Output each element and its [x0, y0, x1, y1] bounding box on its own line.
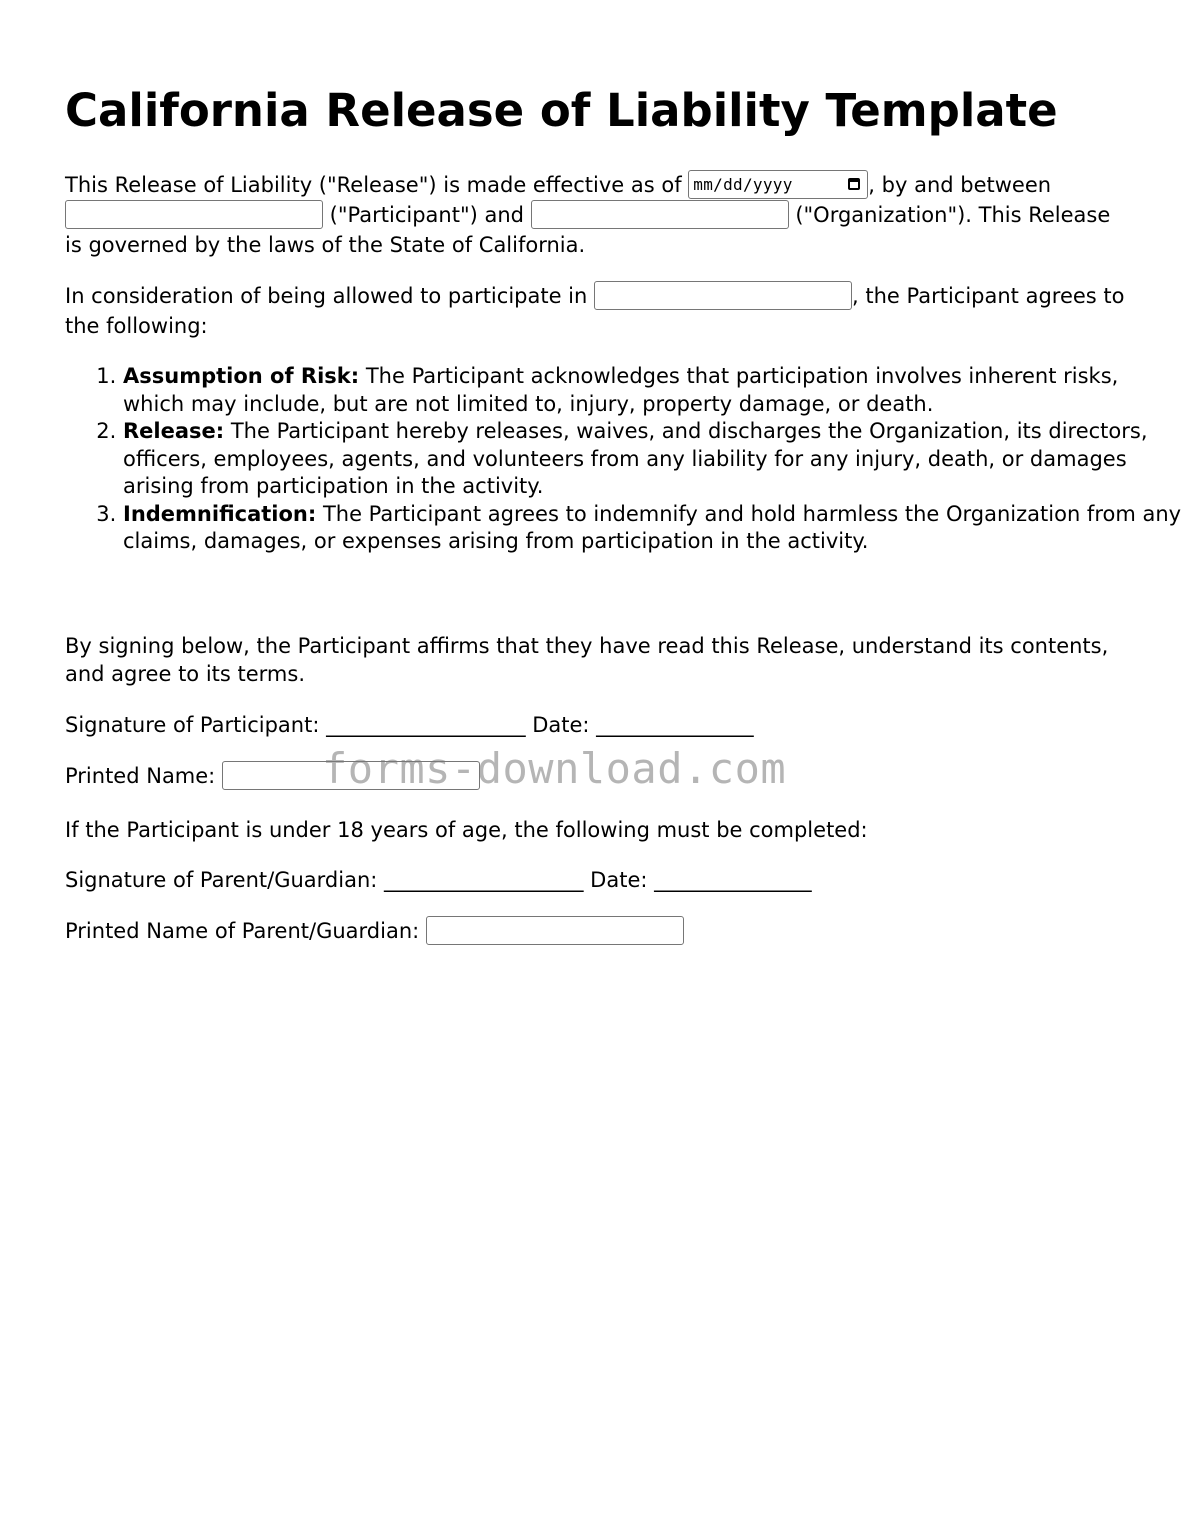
minor-notice: If the Participant is under 18 years of age, the following must be completed: — [65, 818, 868, 842]
intro-text-2: , by and between — [868, 173, 1052, 197]
intro-paragraph — [65, 170, 1125, 260]
term-text: The Participant hereby releases, waives, and discharges the Organization, its directors, officers, employees, agents, and volunteers from any liability for any injury, death, or damages arising from participation in the activity. — [123, 419, 1148, 498]
participant-name-input[interactable] — [65, 200, 323, 229]
date-placeholder: mm/dd/yyyy — [693, 174, 793, 194]
consideration-paragraph — [65, 281, 1125, 341]
activity-input[interactable] — [594, 281, 852, 310]
terms-list — [65, 363, 1181, 556]
printed-name-label: Printed Name: — [65, 764, 222, 788]
guardian-printed-name-label: Printed Name of Parent/Guardian: — [65, 919, 426, 943]
list-item-release — [123, 418, 1181, 501]
term-text: The Participant acknowledges that participation involves inherent risks, which may include, but are not limited to, injury, property damage, or death. — [123, 364, 1119, 416]
printed-name-input[interactable] — [222, 761, 480, 790]
organization-name-input[interactable] — [531, 200, 789, 229]
list-item-indemnification — [123, 501, 1181, 556]
list-item-assumption-of-risk — [123, 363, 1181, 418]
intro-text-3: ("Participant") and — [323, 203, 531, 227]
watermark: forms-download.com — [322, 744, 787, 793]
participant-signature-line: Signature of Participant: ___________________ Date: _______________ — [65, 713, 754, 737]
term-heading: Indemnification: — [123, 501, 317, 526]
term-text: The Participant agrees to indemnify and hold harmless the Organization from any claims, damages, or expenses arising from participation in the activity. — [123, 501, 1181, 553]
intro-text-4: ("Organization"). This Release is governed by the laws of the State of California. — [65, 203, 1111, 257]
consideration-text-1: In consideration of being allowed to participate in — [65, 284, 594, 308]
guardian-printed-name-row — [65, 916, 1125, 946]
affirmation-paragraph: By signing below, the Participant affirms that they have read this Release, understand its contents, and agree to its terms. — [65, 634, 1109, 686]
intro-text-1: This Release of Liability ("Release") is made effective as of — [65, 173, 689, 197]
effective-date-input[interactable] — [688, 170, 868, 199]
calendar-icon[interactable] — [848, 178, 860, 190]
printed-name-row — [65, 761, 1125, 791]
guardian-signature-line: Signature of Parent/Guardian: ___________________ Date: _______________ — [65, 868, 812, 892]
guardian-printed-name-input[interactable] — [426, 916, 684, 945]
consideration-text-2: , the Participant agrees to the following: — [65, 284, 1125, 338]
term-heading: Assumption of Risk: — [123, 364, 360, 388]
page-title: California Release of Liability Template — [65, 84, 1058, 137]
term-heading: Release: — [123, 419, 225, 443]
